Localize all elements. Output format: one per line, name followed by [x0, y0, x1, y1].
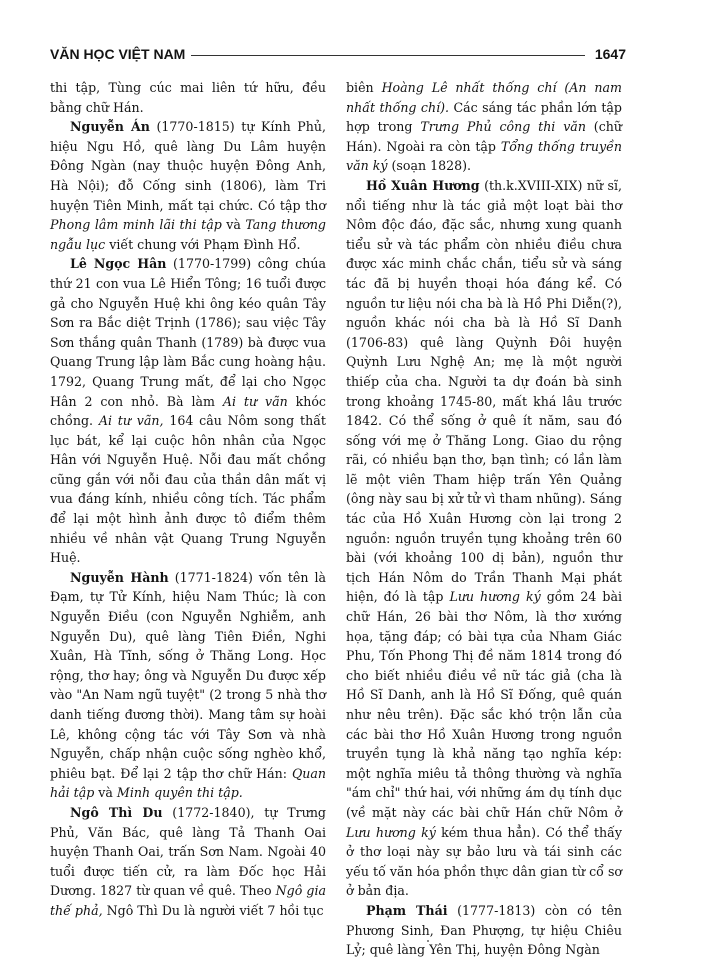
- print-speck: [427, 940, 429, 942]
- header-rule: [191, 55, 585, 56]
- entry-heading: Phạm Thái: [366, 902, 448, 918]
- work-title: Ai tư vãn,: [98, 413, 164, 429]
- entry-ngo-thi-du: Ngô Thì Du (1772-1840), tự Trưng Phủ, Văn Bác, quê làng Tả Thanh Oai huyện Thanh Oai, trấn Sơn Nam. Ngoài 40 tuổi được tiến cử, ra làm Đốc học Hải Dương. 1827 từ quan về quê. Theo Ngô gia thế phả, Ngô Thì Du là người viết 7 hồi tục: [50, 804, 327, 918]
- work-title: Trưng Phủ công thi văn: [420, 119, 586, 135]
- entry-pham-thai: Phạm Thái (1777-1813) còn có tên Phương Sinh, Đan Phượng, tự hiệu Chiêu Lỷ; quê làng Yên Thị, huyện Đông Ngàn: [346, 902, 623, 958]
- right-column: [346, 78, 622, 960]
- paragraph-continuation: thi tập, Tùng cúc mai liên tứ hữu, đều bằng chữ Hán.: [50, 80, 326, 115]
- work-title: Tổng thống truyền văn ký: [346, 138, 623, 174]
- entry-heading: Lê Ngọc Hân: [70, 256, 167, 272]
- paragraph-continuation: biên Hoàng Lê nhất thống chí (An nam nhất thống chí). Các sáng tác phần lớn tập hợp trong Trưng Phủ công thi văn (chữ Hán). Ngoài ra còn tập Tổng thống truyền văn ký (soạn 1828).: [346, 80, 623, 174]
- page-number: 1647: [594, 46, 626, 62]
- entry-le-ngoc-han: Lê Ngọc Hân (1770-1799) công chúa thứ 21 con vua Lê Hiển Tông; 16 tuổi được gả cho Nguyễn Huệ khi ông kéo quân Tây Sơn ra Bắc diệt Trịnh (1786); sau việc Tây Sơn thắng quân Thanh (1789) bà được vua Quang Trung lập làm Bắc cung hoàng hậu. 1792, Quang Trung mất, để lại cho Ngọc Hân 2 con nhỏ. Bà làm Ai tư vãn khóc chồng. Ai tư vãn, 164 câu Nôm song thất lục bát, kể lại cuộc hôn nhân của Ngọc Hân với Nguyễn Huệ. Nỗi đau mất chồng cũng gắn với nỗi đau của thần dân mất vị vua đáng kính, nhiều công tích. Tác phẩm để lại một hình ảnh được tô điểm thêm nhiều về nhân vật Quang Trung Nguyễn Huệ.: [50, 256, 326, 566]
- work-title: Lưu hương ký: [449, 589, 541, 605]
- entry-nguyen-an: Nguyễn Án (1770-1815) tự Kính Phủ, hiệu Ngu Hồ, quê làng Du Lâm huyện Đông Ngàn (nay thuộc huyện Đông Anh, Hà Nội); đỗ Cống sinh (1806), làm Tri huyện Tiên Minh, mất tại chức. Có tập thơ Phong lâm minh lãi thi tập và Tang thương ngẫu lục viết chung với Phạm Đình Hổ.: [50, 119, 326, 252]
- entry-ho-xuan-huong: Hồ Xuân Hương (th.k.XVIII-XIX) nữ sĩ, nổi tiếng như là tác giả một loạt bài thơ Nôm độc đáo, đặc sắc, nhưng xung quanh tiểu sử và tác phẩm còn nhiều điều chưa được xác minh chắc chắn, tiểu sử và sáng tác đã bị huyền thoại hóa đáng kể. Có nguồn tư liệu nói cha bà là Hồ Phi Diễn(?), nguồn khác nói cha bà là Hồ Sĩ Danh (1706-83) quê làng Quỳnh Đôi huyện Quỳnh Lưu Nghệ An; mẹ là một người thiếp của cha. Người ta dự đoán bà sinh trong khoảng 1745-80, mất khá lâu trước 1842. Có thể sống ở quê ít năm, sau đó sống với mẹ ở Thăng Long. Giao du rộng rãi, có nhiều bạn thơ, bạn tình; có lần làm lẽ một viên Tham hiệp trấn Yên Quảng (ông này sau bị xử tử vì tham nhũng). Sáng tác của Hồ Xuân Hương còn lại trong 2 nguồn: nguồn truyền tụng khoảng trên 60 bài (với khoảng 100 dị bản), nguồn thư tịch Hán Nôm do Trần Thanh Mại phát hiện, đó là tập Lưu hương ký gồm 24 bài chữ Hán, 26 bài thơ Nôm, là thơ xướng họa, tặng đáp; có bài tựa của Nham Giác Phu, Tốn Phong Thị đề năm 1814 trong đó cho biết nhiều điều về nữ tác giả (cha là Hồ Sĩ Danh, anh là Hồ Sĩ Đống, quê quán như nêu trên). Đặc sắc khó trộn lẫn của các bài thơ Hồ Xuân Hương trong nguồn truyền tụng là khả năng tạo nghĩa kép: một nghĩa miêu tả thông thường và nghĩa "ám chỉ" thứ hai, với những ám dụ tính dục (về mặt này các bài chữ Hán chữ Nôm ở Lưu hương ký kém thua hẳn). Có thể thấy ở thơ loại này sự bảo lưu và tái sinh các yếu tố văn hóa phồn thực dân gian từ cổ sơ ở bản địa.: [346, 177, 623, 899]
- work-title: Phong lâm minh lãi thi tập: [50, 217, 222, 233]
- work-title: Quan hải tập: [50, 765, 326, 801]
- work-title: Hoàng Lê nhất thống chí (An nam nhất thống chí).: [346, 80, 622, 115]
- entry-heading: Nguyễn Án: [70, 119, 150, 135]
- entry-heading: Hồ Xuân Hương: [366, 177, 480, 193]
- running-header: [50, 44, 626, 64]
- entry-heading: Ngô Thì Du: [70, 804, 163, 820]
- work-title: Tang thương ngẫu lục: [50, 217, 326, 252]
- work-title: Ai tư vãn: [222, 393, 288, 409]
- left-column: [50, 78, 326, 921]
- entry-heading: Nguyễn Hành: [70, 569, 169, 585]
- work-title: Lưu hương ký: [346, 824, 436, 840]
- entry-nguyen-hanh: Nguyễn Hành (1771-1824) vốn tên là Đạm, tự Tử Kính, hiệu Nam Thúc; là con Nguyễn Điều (con Nguyễn Nghiễm, anh Nguyễn Du), quê làng Tiên Điền, Nghi Xuân, Hà Tĩnh, sống ở Thăng Long. Học rộng, thơ hay; ông và Nguyễn Du được xếp vào "An Nam ngũ tuyệt" (2 trong 5 nhà thơ danh tiếng đương thời). Mang tâm sự hoài Lê, không cộng tác với Tây Sơn và nhà Nguyễn, chấp nhận cuộc sống nghèo khổ, phiêu bạt. Để lại 2 tập thơ chữ Hán: Quan hải tập và Minh quyên thi tập.: [50, 569, 326, 801]
- header-title: VĂN HỌC VIỆT NAM: [50, 46, 186, 62]
- work-title: Minh quyên thi tập.: [116, 785, 243, 801]
- work-title: Ngô gia thế phả,: [50, 883, 327, 918]
